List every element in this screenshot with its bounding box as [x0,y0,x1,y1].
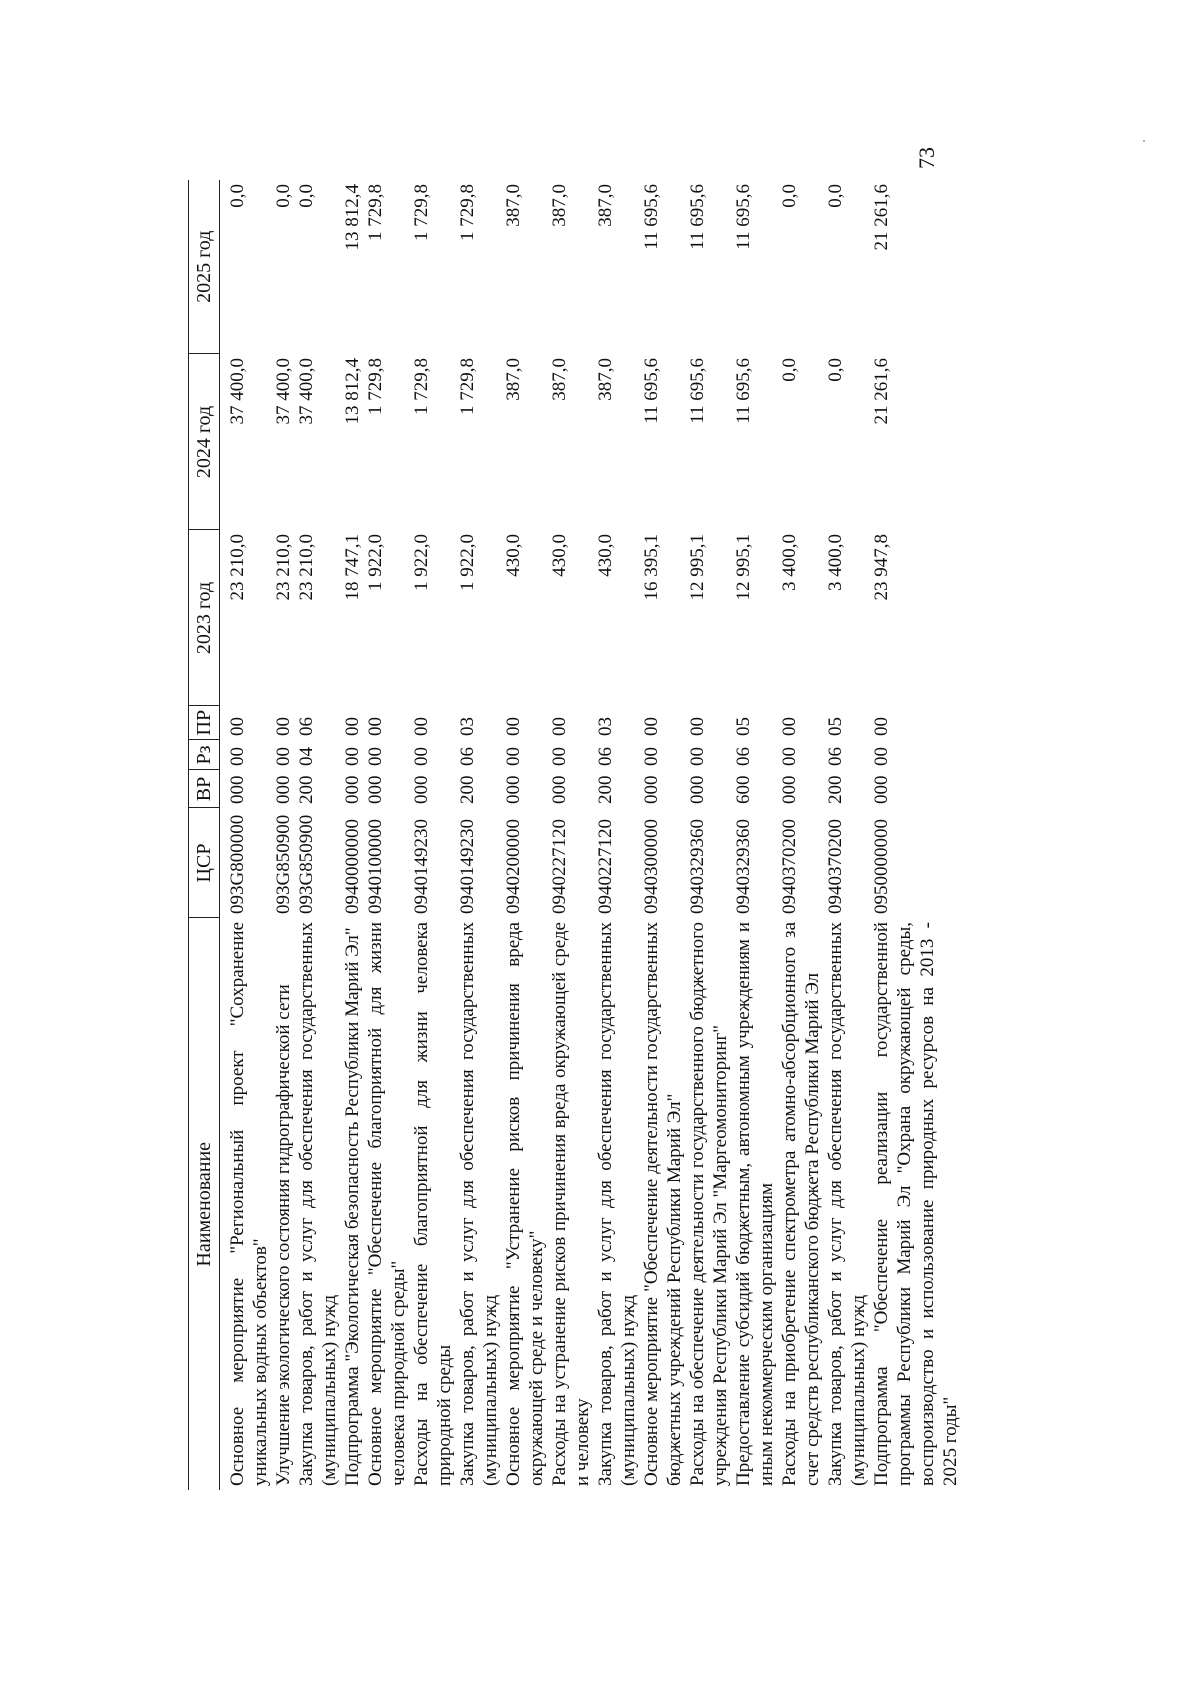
row-vr: 000 [641,775,662,804]
row-vr: 200 [296,775,317,804]
row-2023: 12 995,1 [687,534,708,601]
row-name: Закупка товаров, работ и услуг для обеспечения государственных (муниципальных) нужд [457,922,501,1486]
row-rz: 00 [411,747,432,766]
row-pr: 00 [641,717,662,736]
row-vr: 000 [273,775,294,804]
row-csr: 0940149230 [411,819,432,914]
row-name: Закупка товаров, работ и услуг для обеспечения государственных (муниципальных) нужд [825,922,869,1486]
row-2024: 37 400,0 [296,358,317,425]
table-row [870,180,962,1490]
row-2024: 1 729,8 [457,358,478,415]
row-2025: 11 695,6 [687,184,708,250]
row-2024: 387,0 [549,358,570,401]
header-pr: ПР [189,706,220,740]
row-pr: 03 [595,717,616,736]
row-2025: 387,0 [549,184,570,227]
row-pr: 00 [549,717,570,736]
table-row [594,180,640,1490]
row-pr: 00 [365,717,386,736]
row-vr: 000 [779,775,800,804]
row-rz: 06 [825,747,846,766]
row-vr: 000 [365,775,386,804]
row-2023: 1 922,0 [457,534,478,591]
row-rz: 00 [365,747,386,766]
row-2024: 11 695,6 [641,358,662,424]
table-header [189,180,220,1490]
row-2025: 387,0 [595,184,616,227]
row-name: Основное мероприятие "Обеспечение благоприятной для жизни человека природной среды" [365,922,409,1486]
table-row [341,180,364,1490]
row-rz: 04 [296,747,317,766]
row-name: Основное мероприятие "Региональный проект "Сохранение уникальных водных объектов" [227,922,271,1486]
row-name: Предоставление субсидий бюджетным, автономным учреждениям и иным некоммерческим организациям [733,922,777,1486]
row-2023: 1 922,0 [411,534,432,591]
table-row [548,180,594,1490]
row-2024: 387,0 [503,358,524,401]
scan-dot [1143,140,1145,142]
row-vr: 000 [871,775,892,804]
row-rz: 06 [595,747,616,766]
row-2025: 0,0 [779,184,800,208]
row-rz: 06 [733,747,754,766]
table-row [364,180,410,1490]
row-2024: 21 261,6 [871,358,892,425]
row-2025: 387,0 [503,184,524,227]
table-row [295,180,341,1490]
header-rz: Рз [189,740,220,770]
row-2025: 1 729,8 [365,184,386,241]
row-pr: 05 [825,717,846,736]
row-csr: 093G800000 [227,814,248,914]
row-name: Расходы на обеспечение благоприятной для жизни человека природной среды [411,922,455,1486]
row-vr: 000 [549,775,570,804]
row-rz: 00 [871,747,892,766]
table-row [824,180,870,1490]
row-pr: 03 [457,717,478,736]
row-vr: 000 [342,775,363,804]
row-name: Улучшение экологического состояния гидрографической сети [273,984,294,1486]
row-pr: 06 [296,717,317,736]
row-2025: 0,0 [227,184,248,208]
row-csr: 0940100000 [365,819,386,914]
row-pr: 00 [687,717,708,736]
row-rz: 00 [342,747,363,766]
row-vr: 000 [687,775,708,804]
row-rz: 06 [457,747,478,766]
rotated-table-container [188,180,1028,1490]
row-pr: 00 [411,717,432,736]
row-2023: 18 747,1 [342,534,363,601]
row-2024: 1 729,8 [365,358,386,415]
row-rz: 00 [687,747,708,766]
row-2023: 16 395,1 [641,534,662,601]
table-row [502,180,548,1490]
header-name: Наименование [189,918,220,1490]
row-csr: 0940329360 [733,819,754,914]
row-name: Подпрограмма "Экологическая безопасность Республики Марий Эл" [342,927,363,1486]
row-2025: 0,0 [273,184,294,208]
row-2025: 11 695,6 [641,184,662,250]
table-body [220,180,963,1490]
row-2024: 1 729,8 [411,358,432,415]
row-rz: 00 [503,747,524,766]
row-2025: 1 729,8 [457,184,478,241]
row-2023: 3 400,0 [825,534,846,591]
row-2023: 430,0 [503,534,524,577]
table-row [778,180,824,1490]
row-vr: 200 [457,775,478,804]
header-csr: ЦСР [189,808,220,918]
row-csr: 093G850900 [296,814,317,914]
row-2025: 1 729,8 [411,184,432,241]
row-2023: 23 210,0 [227,534,248,601]
row-pr: 05 [733,717,754,736]
row-csr: 0940149230 [457,819,478,914]
row-2025: 0,0 [296,184,317,208]
row-vr: 200 [825,775,846,804]
row-rz: 00 [273,747,294,766]
row-vr: 600 [733,775,754,804]
row-pr: 00 [227,717,248,736]
row-2024: 0,0 [779,358,800,382]
row-2023: 1 922,0 [365,534,386,591]
row-vr: 000 [503,775,524,804]
row-csr: 0940329360 [687,819,708,914]
row-csr: 093G850900 [273,814,294,914]
table-row [686,180,732,1490]
header-2024: 2024 год [189,354,220,530]
row-2023: 12 995,1 [733,534,754,601]
header-2025: 2025 год [189,180,220,354]
budget-table [188,180,962,1490]
row-name: Закупка товаров, работ и услуг для обеспечения государственных (муниципальных) нужд [296,922,340,1486]
row-name: Основное мероприятие "Устранение рисков причинения вреда окружающей среде и человеку" [503,922,547,1486]
row-2025: 0,0 [825,184,846,208]
row-rz: 00 [227,747,248,766]
header-vr: ВР [189,770,220,808]
row-name: Расходы на устранение рисков причинения вреда окружающей среде и человеку [549,922,593,1486]
row-name: Основное мероприятие "Обеспечение деятельности государственных бюджетных учреждений Республики Марий Эл" [641,922,685,1486]
table-row [640,180,686,1490]
row-2023: 23 210,0 [296,534,317,601]
table-row [272,180,295,1490]
row-2024: 13 812,4 [342,358,363,425]
row-2023: 3 400,0 [779,534,800,591]
row-name: Подпрограмма "Обеспечение реализации государственной программы Республики Марий Эл "Охрана окружающей среды, воспроизводство и использование природных ресурсов на 2013 - 2025 годы" [871,922,961,1486]
row-name: Расходы на приобретение спектрометра атомно-абсорбционного за счет средств республиканского бюджета Республики Марий Эл [779,922,823,1486]
row-vr: 000 [227,775,248,804]
row-2024: 37 400,0 [273,358,294,425]
row-2023: 23 947,8 [871,534,892,601]
row-pr: 00 [871,717,892,736]
row-pr: 00 [273,717,294,736]
row-rz: 00 [641,747,662,766]
row-2024: 11 695,6 [733,358,754,424]
page-number: 73 [914,147,939,169]
row-2023: 430,0 [595,534,616,577]
table-row [220,180,273,1490]
row-vr: 000 [411,775,432,804]
row-rz: 00 [779,747,800,766]
row-csr: 0940200000 [503,819,524,914]
row-name: Расходы на обеспечение деятельности государственного бюджетного учреждения Республики Марий Эл "Маргеомониторинг" [687,922,731,1486]
row-2024: 0,0 [825,358,846,382]
table-row [410,180,456,1490]
row-2023: 430,0 [549,534,570,577]
row-pr: 00 [342,717,363,736]
row-2024: 11 695,6 [687,358,708,424]
row-name: Закупка товаров, работ и услуг для обеспечения государственных (муниципальных) нужд [595,922,639,1486]
table-row [456,180,502,1490]
row-2025: 11 695,6 [733,184,754,250]
row-csr: 0940370200 [825,819,846,914]
row-rz: 00 [549,747,570,766]
row-2025: 21 261,6 [871,184,892,251]
row-csr: 0950000000 [871,819,892,914]
row-csr: 0940227120 [549,819,570,914]
table-row [732,180,778,1490]
row-csr: 0940227120 [595,819,616,914]
row-vr: 200 [595,775,616,804]
row-pr: 00 [503,717,524,736]
row-pr: 00 [779,717,800,736]
row-2024: 387,0 [595,358,616,401]
row-2025: 13 812,4 [342,184,363,251]
row-2023: 23 210,0 [273,534,294,601]
row-csr: 0940000000 [342,819,363,914]
row-csr: 0940370200 [779,819,800,914]
row-2024: 37 400,0 [227,358,248,425]
header-2023: 2023 год [189,530,220,706]
row-csr: 0940300000 [641,819,662,914]
